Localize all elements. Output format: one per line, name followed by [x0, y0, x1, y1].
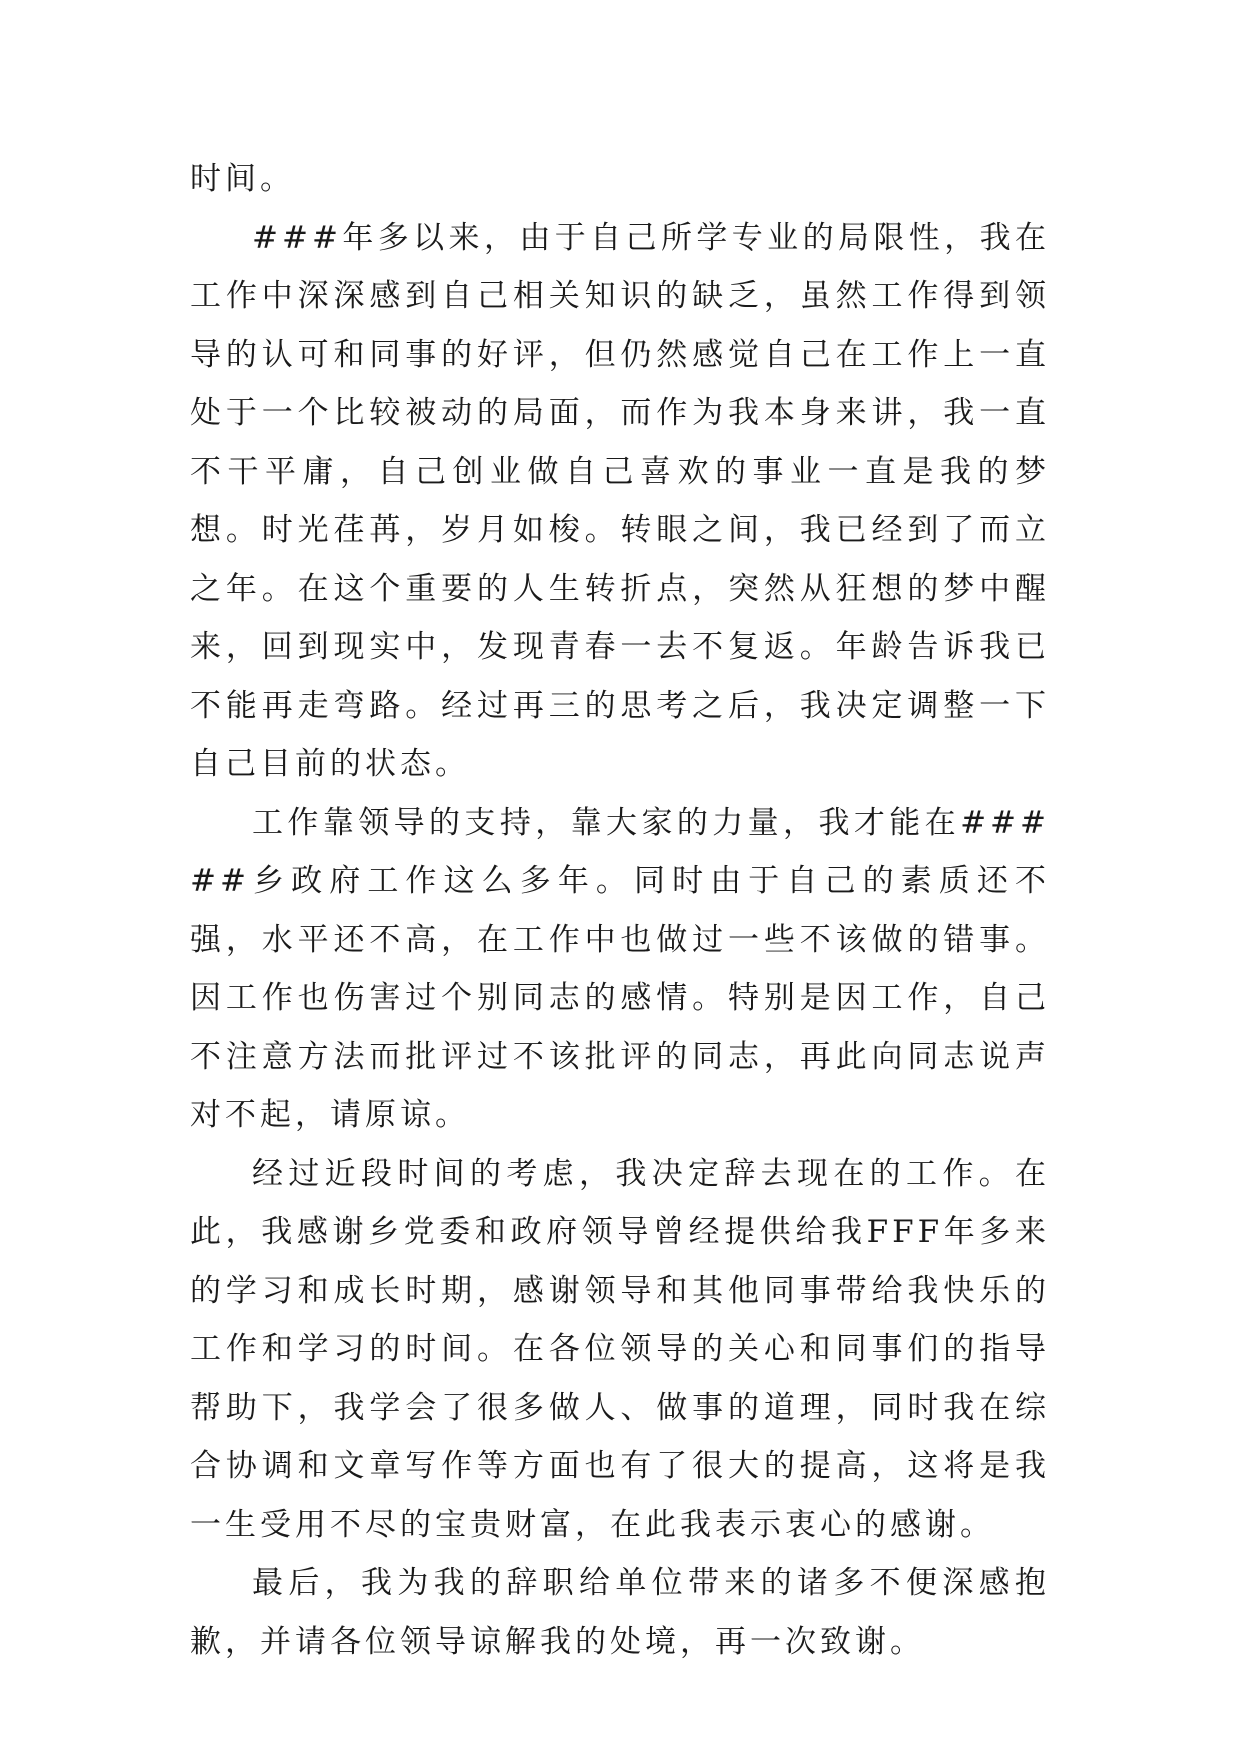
paragraph-reason: ###年多以来，由于自己所学专业的局限性，我在工作中深深感到自己相关知识的缺乏，虽然工作得到领导的认可和同事的好评，但仍然感觉自己在工作上一直处于一个比较被动的局面，而作为我本身来讲，我一直不干平庸，自己创业做自己喜欢的事业一直是我的梦想。时光荏苒，岁月如梭。转眼之间，我已经到了而立之年。在这个重要的人生转折点，突然从狂想的梦中醒来，回到现实中，发现青春一去不复返。年龄告诉我已不能再走弯路。经过再三的思考之后，我决定调整一下自己目前的状态。 — [190, 219, 1050, 782]
paragraph-closing: 最后，我为我的辞职给单位带来的诸多不便深感抱歉，并请各位领导谅解我的处境，再一次致谢。 — [190, 1565, 1050, 1660]
body-text — [190, 150, 1050, 1671]
paragraph-continuation: 时间。 — [190, 161, 295, 197]
paragraph-thanks: 经过近段时间的考虑，我决定辞去现在的工作。在此，我感谢乡党委和政府领导曾经提供给我FFF年多来的学习和成长时期，感谢领导和其他同事带给我快乐的工作和学习的时间。在各位领导的关心和同事们的指导帮助下，我学会了很多做人、做事的道理，同时我在综合协调和文章写作等方面也有了很大的提高，这将是我一生受用不尽的宝贵财富，在此我表示衷心的感谢。 — [190, 1155, 1050, 1543]
paragraph-apology: 工作靠领导的支持，靠大家的力量，我才能在#####乡政府工作这么多年。同时由于自己的素质还不强，水平还不高，在工作中也做过一些不该做的错事。因工作也伤害过个别同志的感情。特别是因工作，自己不注意方法而批评过不该批评的同志，再此向同志说声对不起，请原谅。 — [190, 804, 1050, 1133]
